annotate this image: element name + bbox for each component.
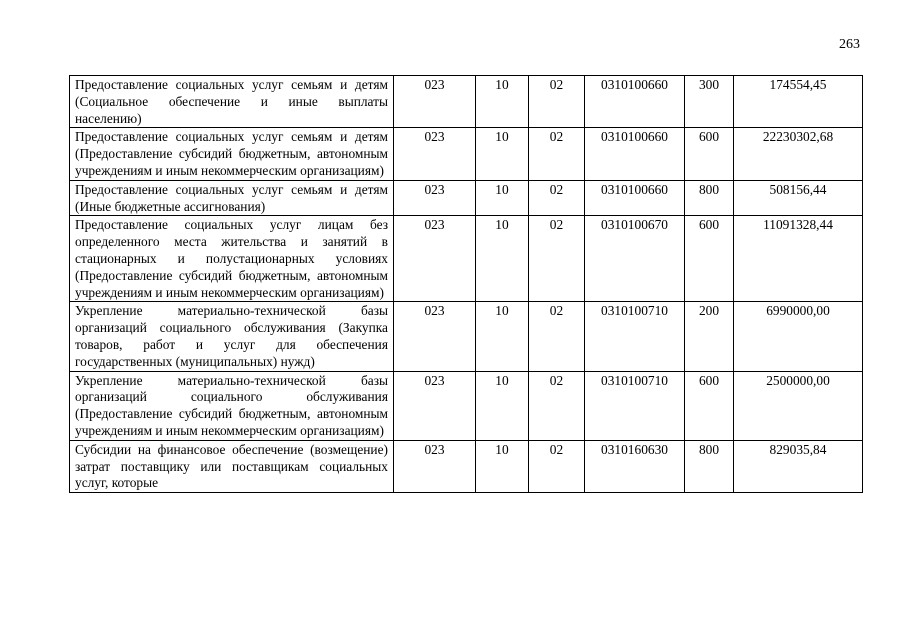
row-description: Укрепление материально-технической базы организаций социального обслуживания (Предоставление субсидий бюджетным, автономным учреждениям и иным некоммерческим организациям): [70, 371, 394, 440]
row-expense-type: 600: [685, 216, 734, 302]
row-ministry-code: 023: [394, 302, 476, 371]
table-row: [70, 180, 863, 216]
row-description: Предоставление социальных услуг семьям и детям (Иные бюджетные ассигнования): [70, 180, 394, 216]
row-expense-type: 300: [685, 76, 734, 128]
row-target-article: 0310100670: [585, 216, 685, 302]
row-expense-type: 600: [685, 128, 734, 180]
table-row: [70, 302, 863, 371]
row-amount: 11091328,44: [734, 216, 863, 302]
row-target-article: 0310100660: [585, 180, 685, 216]
row-description: Укрепление материально-технической базы организаций социального обслуживания (Закупка товаров, работ и услуг для обеспечения государственных (муниципальных) нужд): [70, 302, 394, 371]
row-target-article: 0310100710: [585, 371, 685, 440]
row-description: Предоставление социальных услуг лицам без определенного места жительства и занятий в стационарных и полустационарных условиях (Предоставление субсидий бюджетным, автономным учреждениям и иным некоммерческим организациям): [70, 216, 394, 302]
row-ministry-code: 023: [394, 128, 476, 180]
table-row: [70, 371, 863, 440]
row-section-code: 10: [476, 440, 529, 492]
row-ministry-code: 023: [394, 180, 476, 216]
row-ministry-code: 023: [394, 371, 476, 440]
row-ministry-code: 023: [394, 440, 476, 492]
table-row: [70, 216, 863, 302]
row-ministry-code: 023: [394, 76, 476, 128]
budget-table: [69, 75, 863, 493]
table-row: [70, 440, 863, 492]
row-subsection-code: 02: [529, 216, 585, 302]
row-target-article: 0310100710: [585, 302, 685, 371]
row-subsection-code: 02: [529, 302, 585, 371]
row-section-code: 10: [476, 76, 529, 128]
row-subsection-code: 02: [529, 371, 585, 440]
row-amount: 829035,84: [734, 440, 863, 492]
row-amount: 2500000,00: [734, 371, 863, 440]
table-row: [70, 76, 863, 128]
row-amount: 174554,45: [734, 76, 863, 128]
row-expense-type: 800: [685, 440, 734, 492]
row-target-article: 0310100660: [585, 128, 685, 180]
row-amount: 6990000,00: [734, 302, 863, 371]
row-section-code: 10: [476, 128, 529, 180]
row-ministry-code: 023: [394, 216, 476, 302]
row-subsection-code: 02: [529, 440, 585, 492]
budget-table-body: [70, 76, 863, 493]
row-description: Предоставление социальных услуг семьям и детям (Предоставление субсидий бюджетным, автономным учреждениям и иным некоммерческим организациям): [70, 128, 394, 180]
row-target-article: 0310160630: [585, 440, 685, 492]
row-expense-type: 600: [685, 371, 734, 440]
row-subsection-code: 02: [529, 128, 585, 180]
row-description: Предоставление социальных услуг семьям и детям (Социальное обеспечение и иные выплаты населению): [70, 76, 394, 128]
row-section-code: 10: [476, 216, 529, 302]
row-expense-type: 200: [685, 302, 734, 371]
page-number: 263: [839, 37, 860, 52]
row-subsection-code: 02: [529, 76, 585, 128]
row-amount: 22230302,68: [734, 128, 863, 180]
row-target-article: 0310100660: [585, 76, 685, 128]
row-section-code: 10: [476, 180, 529, 216]
table-row: [70, 128, 863, 180]
row-subsection-code: 02: [529, 180, 585, 216]
row-section-code: 10: [476, 302, 529, 371]
row-amount: 508156,44: [734, 180, 863, 216]
row-expense-type: 800: [685, 180, 734, 216]
row-description: Субсидии на финансовое обеспечение (возмещение) затрат поставщику или поставщикам социальных услуг, которые: [70, 440, 394, 492]
row-section-code: 10: [476, 371, 529, 440]
